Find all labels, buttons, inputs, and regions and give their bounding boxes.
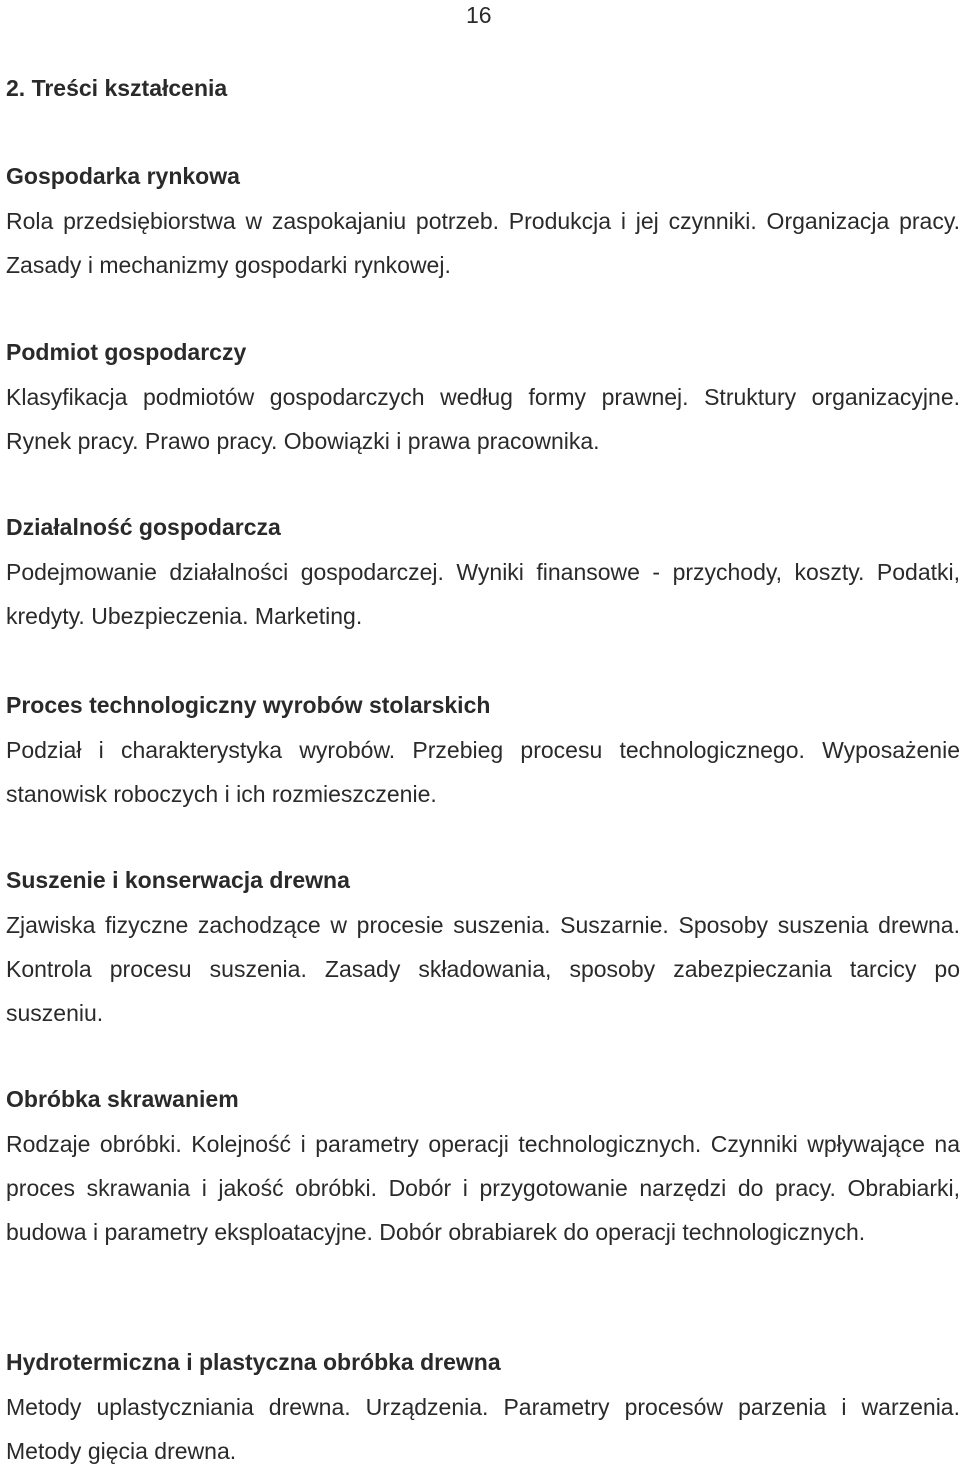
topic-body: Rodzaje obróbki. Kolejność i parametry operacji technologicznych. Czynniki wpływające na proces skrawania i jakość obróbki. Dobór i przygotowanie narzędzi do pracy. Obrabiarki, budowa i parametry eksploatacyjne. Dobór obrabiarek do operacji technologicznych. [6, 1131, 960, 1245]
topic-heading: Gospodarka rynkowa [6, 163, 240, 189]
topic-gospodarka-rynkowa [6, 162, 960, 287]
topic-hydrotermiczna-obrobka [6, 1348, 960, 1473]
topic-body: Klasyfikacja podmiotów gospodarczych według formy prawnej. Struktury organizacyjne. Rynek pracy. Prawo pracy. Obowiązki i prawa pracownika. [6, 384, 960, 454]
topic-heading: Podmiot gospodarczy [6, 339, 247, 365]
page-number: 16 [466, 2, 492, 28]
topic-heading: Suszenie i konserwacja drewna [6, 867, 350, 893]
topic-body: Rola przedsiębiorstwa w zaspokajaniu potrzeb. Produkcja i jej czynniki. Organizacja pracy. Zasady i mechanizmy gospodarki rynkowej. [6, 208, 960, 278]
topic-obrobka-skrawaniem [6, 1085, 960, 1254]
topic-body: Zjawiska fizyczne zachodzące w procesie suszenia. Suszarnie. Sposoby suszenia drewna. Kontrola procesu suszenia. Zasady składowania, sposoby zabezpieczania tarcicy po suszeniu. [6, 912, 960, 1026]
topic-suszenie-i-konserwacja [6, 866, 960, 1035]
topic-heading: Działalność gospodarcza [6, 514, 281, 540]
topic-body: Podział i charakterystyka wyrobów. Przebieg procesu technologicznego. Wyposażenie stanowisk roboczych i ich rozmieszczenie. [6, 737, 960, 807]
topic-body: Podejmowanie działalności gospodarczej. Wyniki finansowe - przychody, koszty. Podatki, kredyty. Ubezpieczenia. Marketing. [6, 559, 960, 629]
topic-proces-technologiczny [6, 691, 960, 816]
topic-dzialalnosc-gospodarcza [6, 513, 960, 638]
topic-heading: Hydrotermiczna i plastyczna obróbka drewna [6, 1349, 501, 1375]
topic-podmiot-gospodarczy [6, 338, 960, 463]
topic-heading: Obróbka skrawaniem [6, 1086, 239, 1112]
topic-heading: Proces technologiczny wyrobów stolarskich [6, 692, 491, 718]
section-title: 2. Treści kształcenia [6, 75, 228, 101]
topic-body: Metody uplastyczniania drewna. Urządzenia. Parametry procesów parzenia i warzenia. Metody gięcia drewna. [6, 1394, 960, 1464]
